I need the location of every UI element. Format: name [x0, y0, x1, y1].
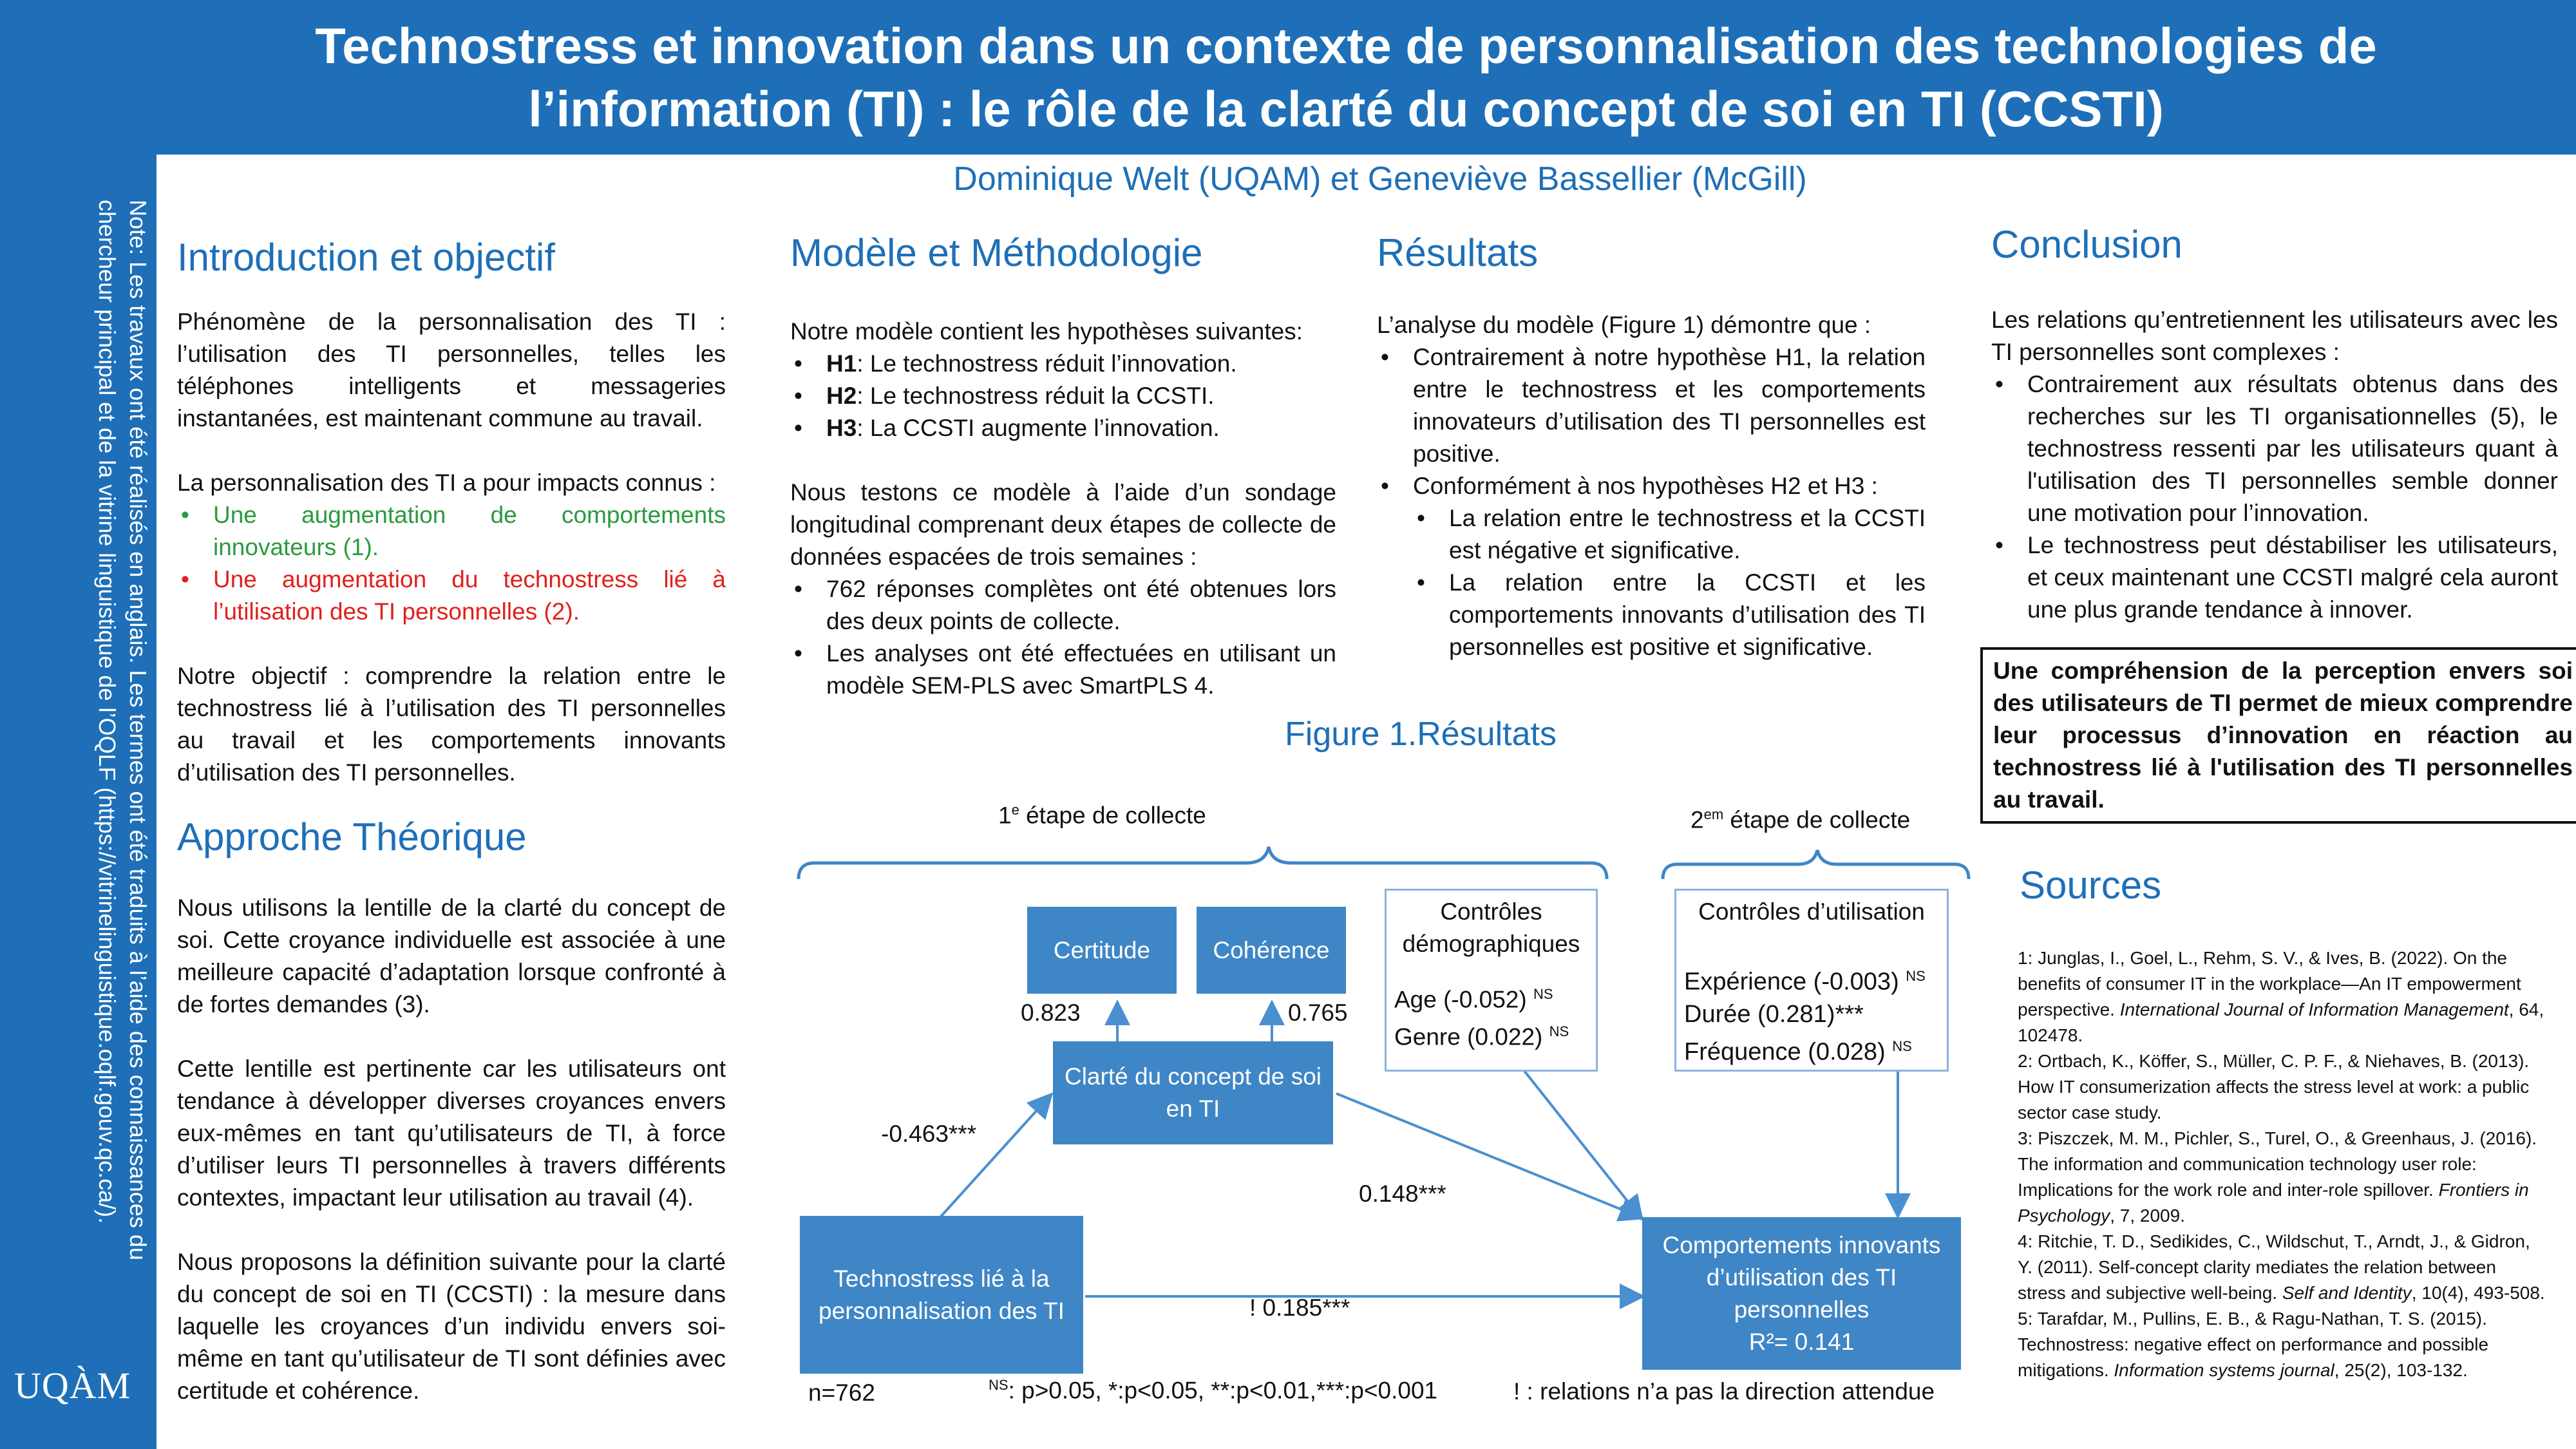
- theory-paragraph-2: Cette lentille est pertinente car les utilisateurs ont tendance à développer diverses croyances envers eux-mêmes en tant qu’utilisateurs de TI, à force d’utiliser leurs TI personnelles à travers différents contextes, impactant leur utilisation au travail (4).: [177, 1056, 726, 1211]
- results-diagram: [795, 792, 1974, 1423]
- use-duree: Durée (0.281)***: [1684, 1000, 1864, 1028]
- model-section: [790, 316, 1336, 702]
- results-heading: Résultats: [1377, 231, 1539, 274]
- uqam-logo: UQÀM: [14, 1365, 131, 1406]
- translation-note: Note: Les travaux ont été réalisés en anglais. Les termes ont été traduits à l’aide des connaissances du chercheur principal et de la vitrine linguistique de l’OQLF (https://vitrinelinguistique.oqlf.gouv.qc.ca/).: [94, 200, 151, 1260]
- intro-paragraph-1: Phénomène de la personnalisation des TI : l’utilisation des TI personnelles, telles les téléphones intelligents et messageries instantanées, est maintenant commune au travail.: [177, 308, 726, 431]
- arrow-ts-ccsti: [940, 1096, 1050, 1217]
- results-sublist: [1413, 502, 1926, 663]
- source-5: 5: Tarafdar, M., Pullins, E. B., & Ragu-Nathan, T. S. (2015). Technostress: negative effect on performance and possible mitigations. Information systems journal, 25(2), 103-132.: [2018, 1309, 2489, 1380]
- demo-age: Age (-0.052) $^{NS}$: [1394, 986, 1553, 1013]
- direction-legend: ! : relations n’a pas la direction attendue: [1513, 1378, 1935, 1405]
- results-list: [1377, 341, 1926, 663]
- source-1: 1: Junglas, I., Goel, L., Rehm, S. V., & Ives, B. (2022). On the benefits of consumer IT in the workplace—An IT empowerment perspective. International Journal of Information Management, 64, 102478.: [2018, 948, 2544, 1045]
- authors: Dominique Welt (UQAM) et Geneviève Bassellier (McGill): [953, 160, 1807, 198]
- title-banner: [0, 0, 2576, 155]
- demo-title: Contrôles démographiques: [1402, 898, 1580, 957]
- technostress-box: Technostress lié à la personnalisation des TI: [800, 1216, 1083, 1374]
- sample-size: n=762: [808, 1379, 875, 1406]
- stage1-label: 1e étape de collecte: [998, 802, 1206, 829]
- use-experience: Expérience (-0.003) $^{NS}$: [1684, 968, 1926, 996]
- innovation-box: Comportements innovants d’utilisation des TI personnelles R²= 0.141: [1642, 1217, 1961, 1370]
- intro-heading: Introduction et objectif: [177, 236, 556, 279]
- intro-paragraph-2: La personnalisation des TI a pour impacts connus :: [177, 469, 716, 496]
- conclusion-bullet-1: • Contrairement aux résultats obtenus dans des recherches sur les TI organisationnelles (5), le technostress ressenti par les utilisateurs quant à l'utilisation des TI personnelles semble donner une motivation pour l’innovation.: [1991, 368, 2558, 529]
- use-title: Contrôles d’utilisation: [1698, 898, 1925, 925]
- theory-section: [177, 892, 726, 1407]
- hypothesis-h2: • H2: Le technostress réduit la CCSTI.: [790, 380, 1336, 412]
- arrow-demo-inno: [1524, 1071, 1640, 1217]
- coherence-loading: 0.765: [1288, 999, 1348, 1026]
- intro-section: [177, 306, 726, 789]
- results-sub-1: • La relation entre le technostress et la CCSTI est négative et significative.: [1413, 502, 1926, 567]
- path-ts-inno: ! 0.185***: [1249, 1294, 1350, 1321]
- conclusion-heading: Conclusion: [1991, 223, 2183, 266]
- hypothesis-h3: • H3: La CCSTI augmente l’innovation.: [790, 412, 1336, 444]
- source-4: 4: Ritchie, T. D., Sedikides, C., Wildschut, T., Arndt, J., & Gidron, Y. (2011). Self-concept clarity mediates the relation between stress and subjective well-being. Self and Identity, 10(4), 493-508.: [2018, 1231, 2545, 1303]
- stage1-brace: [799, 847, 1607, 879]
- method-bullet-2: • Les analyses ont été effectuées en utilisant un modèle SEM-PLS avec SmartPLS 4.: [790, 638, 1336, 702]
- poster-title: Technostress et innovation dans un contexte de personnalisation des technologies de l’information (TI) : le rôle de la clarté du concept de soi en TI (CCSTI): [315, 17, 2377, 137]
- impacts-list: [177, 499, 726, 628]
- intro-objective: Notre objectif : comprendre la relation entre le technostress lié à l’utilisation des TI personnelles au travail et les comportements innovants d’utilisation des TI personnelles.: [177, 663, 726, 786]
- sources-list: [2018, 945, 2546, 1383]
- sources-heading: Sources: [2020, 864, 2162, 907]
- method-bullet-1: • 762 réponses complètes ont été obtenues lors des deux points de collecte.: [790, 573, 1336, 638]
- significance-legend: $^{NS}$: p>0.05, *:p<0.05, **:p<0.01,***:p<0.001: [989, 1377, 1438, 1404]
- conclusion-bullet-2: • Le technostress peut déstabiliser les utilisateurs, et ceux maintenant une CCSTI malgré cela auront une plus grande tendance à innover.: [1991, 529, 2558, 626]
- hypotheses-list: [790, 348, 1336, 444]
- demographic-controls-box: [1385, 889, 1598, 1072]
- path-ccsti-inno: 0.148***: [1359, 1180, 1446, 1207]
- results-section: [1377, 309, 1926, 663]
- certitude-loading: 0.823: [1021, 999, 1081, 1026]
- model-method: Nous testons ce modèle à l’aide d’un sondage longitudinal comprenant deux étapes de collecte de données espacées de trois semaines :: [790, 479, 1336, 570]
- conclusion-intro: Les relations qu’entretiennent les utilisateurs avec les TI personnelles sont complexes :: [1991, 307, 2558, 365]
- method-list: [790, 573, 1336, 702]
- use-frequence: Fréquence (0.028) $^{NS}$: [1684, 1037, 1912, 1066]
- results-bullet-2: • Conformément à nos hypothèses H2 et H3 : • La relation entre le technostress et la CCSTI est négative et significative. • La relation entre la CCSTI et les comportements innovants d’utilisation des TI personnelles est positive et significative.: [1377, 470, 1926, 663]
- stage2-brace: [1663, 850, 1969, 879]
- results-sub-2: • La relation entre la CCSTI et les comportements innovants d’utilisation des TI personnelles est positive et significative.: [1413, 567, 1926, 663]
- impact-innovation: • Une augmentation de comportements innovateurs (1).: [177, 499, 726, 564]
- impact-technostress: • Une augmentation du technostress lié à l’utilisation des TI personnelles (2).: [177, 564, 726, 628]
- results-intro: L’analyse du modèle (Figure 1) démontre que :: [1377, 312, 1871, 338]
- theory-paragraph-3: Nous proposons la définition suivante pour la clarté du concept de soi en TI (CCSTI) : la mesure dans laquelle les croyances d’un individu envers soi-même en tant qu’utilisateur de TI sont définies avec certitude et cohérence.: [177, 1249, 726, 1404]
- usage-controls-box: [1674, 889, 1949, 1072]
- demo-genre: Genre (0.022) $^{NS}$: [1394, 1023, 1569, 1050]
- ccsti-box: Clarté du concept de soi en TI: [1053, 1041, 1333, 1144]
- coherence-box: Cohérence: [1197, 907, 1346, 994]
- source-2: 2: Ortbach, K., Köffer, S., Müller, C. P. F., & Niehaves, B. (2013). How IT consumerization affects the stress level at work: a public sector case study.: [2018, 1051, 2530, 1122]
- conclusion-list: [1991, 368, 2558, 626]
- source-3: 3: Piszczek, M. M., Pichler, S., Turel, O., & Greenhaus, J. (2016). The information and communication technology user role: Implications for the work role and inter-role spillover. Frontiers in Psychology, 7, 2009.: [2018, 1128, 2537, 1226]
- model-intro: Notre modèle contient les hypothèses suivantes:: [790, 318, 1303, 345]
- figure-title: Figure 1.Résultats: [1285, 715, 1557, 753]
- hypothesis-h1: • H1: Le technostress réduit l’innovation.: [790, 348, 1336, 380]
- path-ts-ccsti: -0.463***: [881, 1121, 977, 1147]
- theory-paragraph-1: Nous utilisons la lentille de la clarté du concept de soi. Cette croyance individuelle est associée à une meilleure capacité d’adaptation lorsque confronté à de fortes demandes (3).: [177, 895, 726, 1018]
- stage2-label: $2^{em}$ étape de collecte: [1690, 806, 1911, 833]
- conclusion-section: [1991, 304, 2558, 626]
- theory-heading: Approche Théorique: [177, 815, 527, 858]
- r-squared: R²= 0.141: [1748, 1328, 1855, 1355]
- certitude-box: Certitude: [1027, 907, 1177, 994]
- results-bullet-1: • Contrairement à notre hypothèse H1, la relation entre le technostress et les comportements innovateurs d’utilisation des TI personnelles est positive.: [1377, 341, 1926, 470]
- model-heading: Modèle et Méthodologie: [790, 231, 1203, 274]
- key-takeaway-box: Une compréhension de la perception envers soi des utilisateurs de TI permet de mieux comprendre leur processus d’innovation en réaction au technostress lié à l'utilisation des TI personnelles au travail.: [1980, 647, 2576, 824]
